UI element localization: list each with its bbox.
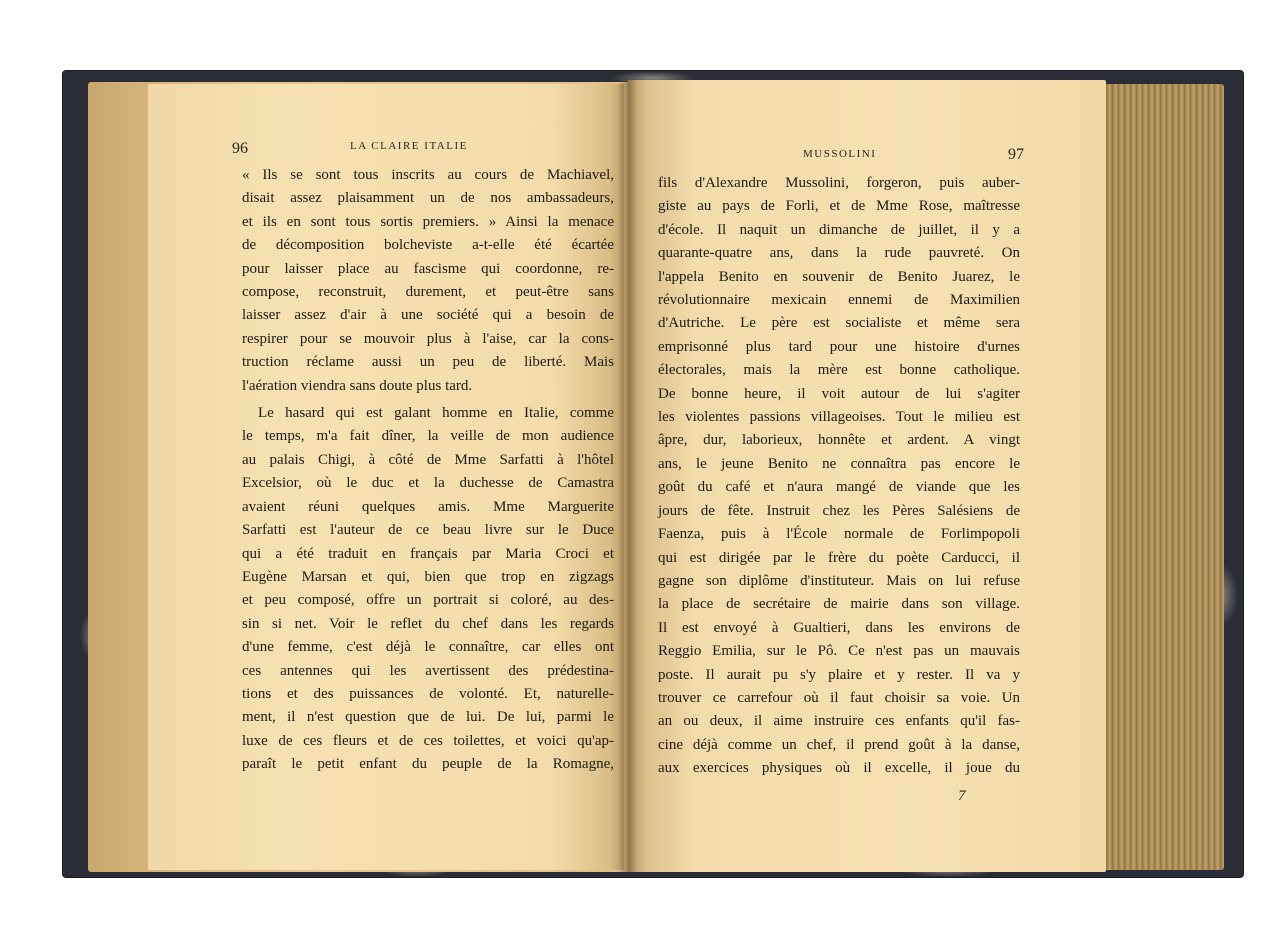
- text-line: giste au pays de Forli, et de Mme Rose, maîtresse: [658, 198, 1020, 215]
- text-line: révolutionnaire mexicain ennemi de Maximilien: [658, 292, 1020, 309]
- text-line: laisser assez d'air à une société qui a besoin de: [242, 307, 614, 324]
- text-line: paraît le petit enfant du peuple de la Romagne,: [242, 756, 614, 773]
- text-line: fils d'Alexandre Mussolini, forgeron, puis auber-: [658, 175, 1020, 191]
- text-line: Sarfatti est l'auteur de ce beau livre sur le Duce: [242, 522, 614, 539]
- text-line: ans, le jeune Benito ne connaîtra pas encore le: [658, 455, 1020, 472]
- text-line: Il est envoyé à Gualtieri, dans les environs de: [658, 619, 1020, 636]
- text-line: an ou deux, il aime instruire ces enfants qu'il fas-: [658, 713, 1020, 730]
- text-line: tions et des puissances de volonté. Et, naturelle-: [242, 685, 614, 702]
- text-line: les violentes passions villageoises. Tout le milieu est: [658, 409, 1020, 426]
- text-line: l'appela Benito en souvenir de Benito Juarez, le: [658, 268, 1020, 285]
- signature-mark: 7: [958, 788, 966, 804]
- text-line: électorales, mais la mère est bonne catholique.: [658, 362, 1020, 379]
- text-line: d'une femme, c'est déjà le connaître, car elles ont: [242, 639, 614, 656]
- text-line: goût du café et n'aura mangé de viande que les: [658, 479, 1020, 496]
- left-running-head: LA CLAIRE ITALIE: [350, 140, 468, 152]
- text-line: disait assez plaisamment un de nos ambassadeurs,: [242, 190, 614, 207]
- text-line: de décomposition bolcheviste a-t-elle été écartée: [242, 237, 614, 254]
- right-page-edges: [1100, 84, 1224, 870]
- text-line: « Ils se sont tous inscrits au cours de Machiavel,: [242, 167, 614, 183]
- text-line: Eugène Marsan et qui, bien que trop en zigzags: [242, 568, 614, 585]
- text-line: au palais Chigi, à côté de Mme Sarfatti à l'hôtel: [242, 451, 614, 468]
- text-line: Reggio Emilia, sur le Pô. Ce n'est pas un mauvais: [658, 643, 1020, 660]
- text-line: quarante-quatre ans, dans la rude pauvreté. On: [658, 245, 1020, 262]
- text-line: l'aération viendra sans doute plus tard.: [242, 377, 473, 394]
- text-line: ces antennes qui les avertissent des prédestina-: [242, 662, 614, 679]
- text-line: Le hasard qui est galant homme en Italie, comme: [258, 405, 614, 422]
- book-gutter: [618, 80, 638, 872]
- text-line: pour laisser place au fascisme qui coordonne, re-: [242, 260, 614, 277]
- text-line: sin si net. Voir le reflet du chef dans les regards: [242, 615, 614, 632]
- right-page-body: [658, 172, 1020, 781]
- text-line: trouver ce carrefour où il faut choisir sa voie. Un: [658, 689, 1020, 706]
- text-line: ment, il n'est question que de lui. De lui, parmi le: [242, 709, 614, 726]
- text-line: avaient réuni quelques amis. Mme Marguerite: [242, 498, 614, 515]
- text-line: Faenza, puis à l'École normale de Forlimpopoli: [658, 526, 1020, 543]
- text-line: le temps, m'a fait dîner, la veille de mon audience: [242, 428, 614, 445]
- left-page-number: 96: [232, 140, 248, 157]
- text-line: poste. Il aurait pu s'y plaire et y rester. Il va y: [658, 666, 1020, 683]
- text-line: De bonne heure, il voit autour de lui s'agiter: [658, 385, 1020, 402]
- text-line: compose, reconstruit, durement, et peut-être sans: [242, 284, 614, 301]
- text-line: qui est dirigée par le frère du poète Carducci, il: [658, 549, 1020, 566]
- text-line: âpre, dur, laborieux, honnête et ardent. A vingt: [658, 432, 1020, 449]
- text-line: luxe de ces fleurs et de ces toilettes, et voici qu'ap-: [242, 732, 614, 749]
- text-line: qui a été traduit en français par Maria Croci et: [242, 545, 614, 562]
- text-line: respirer pour se mouvoir plus à l'aise, car la cons-: [242, 330, 614, 347]
- text-line: emprisonné plus tard pour une histoire d'urnes: [658, 338, 1020, 355]
- text-line: la place de secrétaire de mairie dans son village.: [658, 596, 1020, 613]
- left-page-body: [242, 164, 614, 777]
- text-line: truction réclame aussi un peu de liberté. Mais: [242, 354, 614, 371]
- text-line: gagne son diplôme d'instituteur. Mais on lui refuse: [658, 572, 1020, 589]
- right-running-head: MUSSOLINI: [803, 148, 877, 160]
- text-line: jours de fête. Instruit chez les Pères Salésiens de: [658, 502, 1020, 519]
- text-line: Excelsior, où le duc et la duchesse de Camastra: [242, 475, 614, 492]
- right-page-number: 97: [1008, 146, 1024, 163]
- text-line: d'Autriche. Le père est socialiste et même sera: [658, 315, 1020, 332]
- text-line: et ils en sont tous sortis premiers. » Ainsi la menace: [242, 213, 614, 230]
- text-line: d'école. Il naquit un dimanche de juillet, il y a: [658, 221, 1020, 238]
- text-line: cine déjà comme un chef, il prend goût à la danse,: [658, 736, 1020, 753]
- text-line: aux exercices physiques où il excelle, il joue du: [658, 760, 1020, 777]
- text-line: et peu composé, offre un portrait si coloré, au des-: [242, 592, 614, 609]
